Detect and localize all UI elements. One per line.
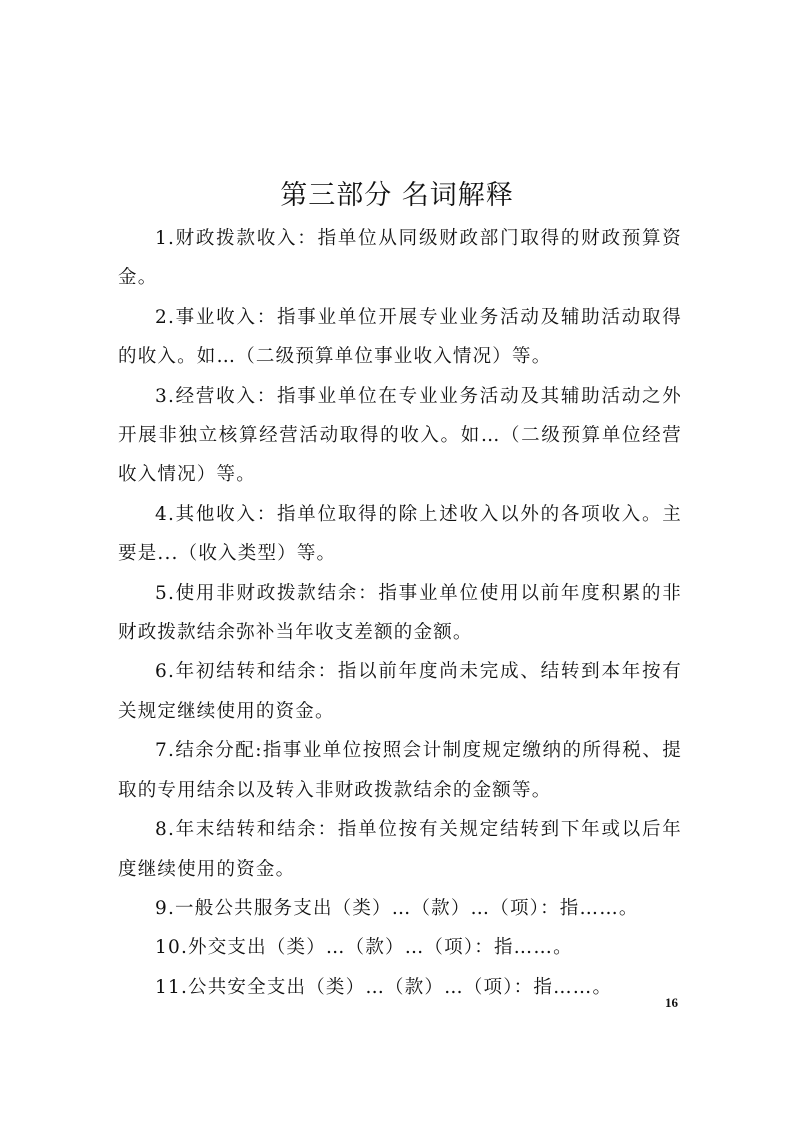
- page-title: 第三部分 名词解释: [280, 180, 514, 211]
- glossary-item-4: 4.其他收入：指单位取得的除上述收入以外的各项收入。主要是...（收入类型）等。: [118, 503, 682, 565]
- glossary-item-3: 3.经营收入：指事业单位在专业业务活动及其辅助活动之外开展非独立核算经营活动取得的收入。如…（二级预算单位经营收入情况）等。: [118, 385, 682, 486]
- glossary-item-5: 5.使用非财政拨款结余：指事业单位使用以前年度积累的非财政拨款结余弥补当年收支差额的金额。: [118, 582, 682, 644]
- glossary-item-2: 2.事业收入：指事业单位开展专业业务活动及辅助活动取得的收入。如…（二级预算单位事业收入情况）等。: [118, 306, 682, 368]
- glossary-body: [118, 219, 682, 1007]
- page-number: 16: [665, 995, 678, 1010]
- glossary-item-6: 6.年初结转和结余：指以前年度尚未完成、结转到本年按有关规定继续使用的资金。: [118, 661, 682, 722]
- glossary-item-8: 8.年末结转和结余：指单位按有关规定结转到下年或以后年度继续使用的资金。: [118, 819, 682, 880]
- glossary-item-1: 1.财政拨款收入：指单位从同级财政部门取得的财政预算资金。: [118, 228, 682, 289]
- glossary-item-7: 7.结余分配:指事业单位按照会计制度规定缴纳的所得税、提取的专用结余以及转入非财政拨款结余的金额等。: [118, 740, 682, 801]
- glossary-item-9: 9.一般公共服务支出（类）…（款）…（项）：指……。: [155, 897, 639, 919]
- glossary-item-10: 10.外交支出（类）…（款）…（项）：指……。: [155, 937, 573, 959]
- glossary-item-11: 11.公共安全支出（类）…（款）…（项）：指……。: [155, 976, 613, 998]
